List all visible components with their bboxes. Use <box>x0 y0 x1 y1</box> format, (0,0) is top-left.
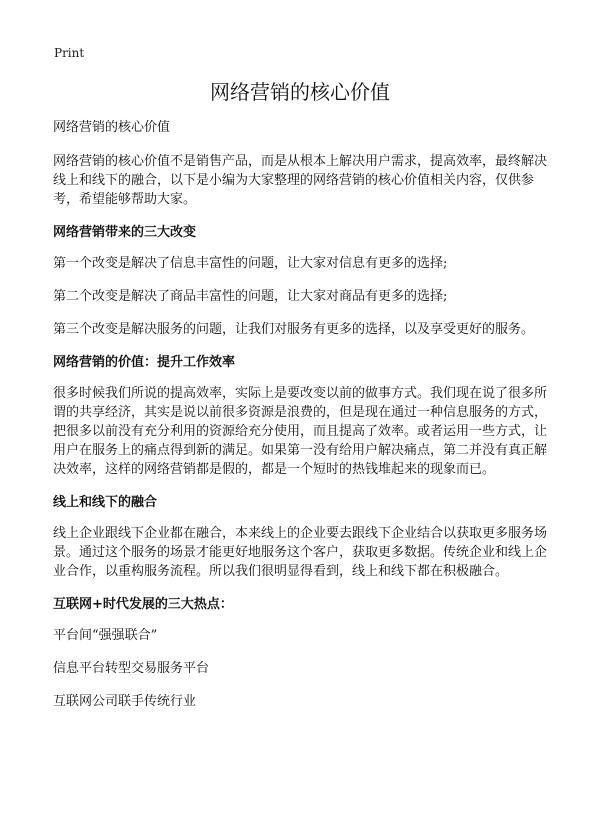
page-title: 网络营销的核心价值 <box>210 80 390 104</box>
article-subtitle: 网络营销的核心价值 <box>53 120 171 135</box>
section-paragraph: 线上企业跟线下企业都在融合，本来线上的企业要去跟线下企业结合以获取更多服务场景。通过这个服务的场景才能更好地服务这个客户，获取更多数据。传统企业和线上企业合作，以重构服务流程。所以我们很明显得看到，线上和线下都在积极融合。 <box>53 526 548 579</box>
list-item: 互联网公司联手传统行业 <box>53 694 197 709</box>
intro-paragraph: 网络营销的核心价值不是销售产品，而是从根本上解决用户需求，提高效率，最终解决线上和线下的融合，以下是小编为大家整理的网络营销的核心价值相关内容，仅供参考，希望能够帮助大家。 <box>53 154 548 207</box>
section-paragraph: 很多时候我们所说的提高效率，实际上是要改变以前的做事方式。我们现在说了很多所谓的共享经济，其实是说以前很多资源是浪费的，但是现在通过一种信息服务的方式，把很多以前没有充分利用的资源给充分使用，而且提高了效率。或者运用一些方式，让用户在服务上的痛点得到新的满足。如果第一没有给用户解决痛点，第二并没有真正解决效率，这样的网络营销都是假的，都是一个短时的热钱堆起来的现象而已。 <box>53 386 548 477</box>
list-item: 信息平台转型交易服务平台 <box>53 661 210 676</box>
list-item: 第一个改变是解决了信息丰富性的问题，让大家对信息有更多的选择; <box>53 256 448 271</box>
article-body <box>53 118 553 711</box>
section-heading: 网络营销带来的三大改变 <box>53 225 197 240</box>
print-link[interactable]: Print <box>54 46 85 60</box>
list-item: 第二个改变是解决了商品丰富性的问题，让大家对商品有更多的选择; <box>53 289 448 304</box>
section-heading: 网络营销的价值：提升工作效率 <box>53 355 236 370</box>
section-heading: 互联网+时代发展的三大热点： <box>53 597 233 612</box>
list-item: 第三个改变是解决服务的问题，让我们对服务有更多的选择，以及享受更好的服务。 <box>53 322 535 337</box>
section-heading: 线上和线下的融合 <box>53 495 158 510</box>
list-item: 平台间“强强联合” <box>53 628 158 643</box>
